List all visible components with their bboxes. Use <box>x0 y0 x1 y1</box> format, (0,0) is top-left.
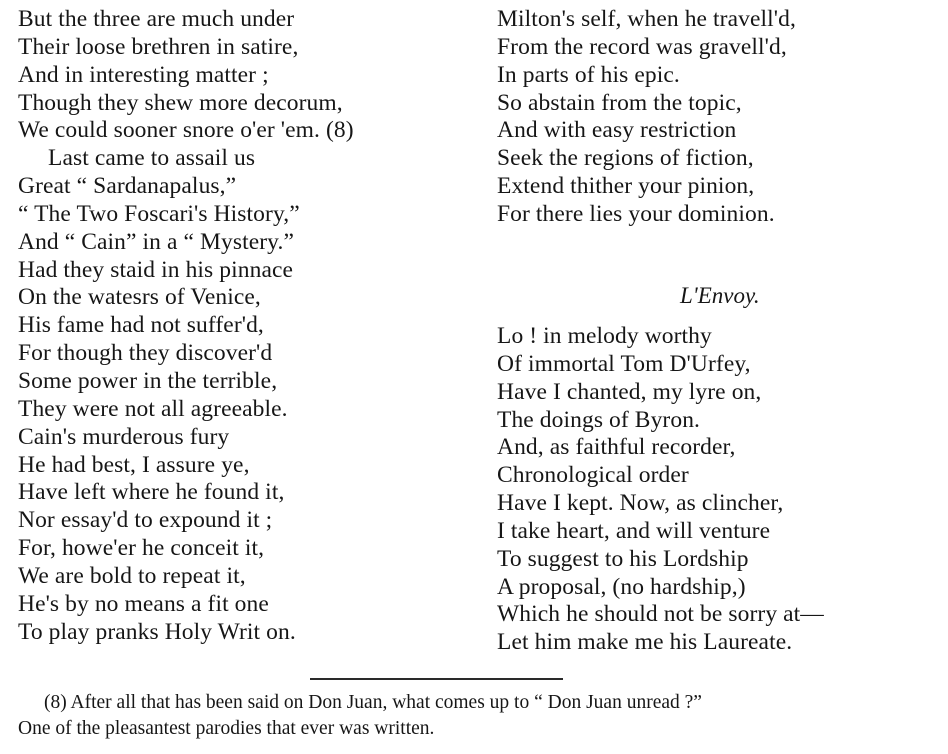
right-verse-column <box>497 6 796 229</box>
footnote-line: One of the pleasantest parodies that ever was written. <box>18 718 435 739</box>
verse-line: His fame had not suffer'd, <box>18 312 264 339</box>
verse-line: Seek the regions of fiction, <box>497 145 754 172</box>
verse-line: He's by no means a fit one <box>18 590 269 617</box>
verse-line: Had they staid in his pinnace <box>18 256 294 283</box>
verse-line: Nor essay'd to expound it ; <box>18 507 273 534</box>
left-verse-column <box>18 6 354 646</box>
verse-line: Milton's self, when he travell'd, <box>497 6 796 32</box>
envoy-verse-column <box>497 323 824 657</box>
verse-line: Though they shew more decorum, <box>18 89 343 116</box>
footnote <box>18 690 943 742</box>
verse-line: Let him make me his Laureate. <box>497 629 793 656</box>
verse-line: From the record was gravell'd, <box>497 33 787 60</box>
verse-line: To play pranks Holy Writ on. <box>18 618 296 645</box>
verse-line: We are bold to repeat it, <box>18 562 246 589</box>
verse-line: We could sooner snore o'er 'em. (8) <box>18 117 354 144</box>
verse-line: The doings of Byron. <box>497 406 701 433</box>
verse-line: “ The Two Foscari's History,” <box>18 200 300 227</box>
verse-line: I take heart, and will venture <box>497 517 771 544</box>
verse-line: Have I kept. Now, as clincher, <box>497 490 784 517</box>
verse-line: And in interesting matter ; <box>18 61 269 88</box>
verse-line: Have I chanted, my lyre on, <box>497 378 762 405</box>
verse-line: Of immortal Tom D'Urfey, <box>497 350 751 377</box>
verse-line: A proposal, (no hardship,) <box>497 573 746 600</box>
verse-line: For there lies your dominion. <box>497 200 775 227</box>
footnote-line: (8) After all that has been said on Don Juan, what comes up to “ Don Juan unread ?” <box>44 692 702 713</box>
verse-line: Some power in the terrible, <box>18 367 278 394</box>
verse-line: On the watesrs of Venice, <box>18 284 261 311</box>
verse-line: But the three are much under <box>18 6 295 32</box>
verse-line: For though they discover'd <box>18 340 273 367</box>
footnote-divider <box>310 678 563 680</box>
verse-line: They were not all agreeable. <box>18 395 288 422</box>
verse-line: Last came to assail us <box>48 145 256 172</box>
section-heading: L'Envoy. <box>680 283 760 308</box>
verse-line: So abstain from the topic, <box>497 89 742 116</box>
verse-line: Chronological order <box>497 462 689 489</box>
verse-line: Extend thither your pinion, <box>497 173 755 200</box>
verse-line: Lo ! in melody worthy <box>497 323 712 349</box>
verse-line: Have left where he found it, <box>18 479 285 506</box>
verse-line: Great “ Sardanapalus,” <box>18 173 237 200</box>
verse-line: In parts of his epic. <box>497 61 680 88</box>
verse-line: And with easy restriction <box>497 117 737 144</box>
verse-line: And, as faithful recorder, <box>497 434 736 461</box>
verse-line: Cain's murderous fury <box>18 423 230 450</box>
verse-line: He had best, I assure ye, <box>18 451 250 478</box>
verse-line: For, howe'er he conceit it, <box>18 535 265 562</box>
verse-line: Which he should not be sorry at— <box>497 601 824 628</box>
verse-line: Their loose brethren in satire, <box>18 33 299 60</box>
verse-line: And “ Cain” in a “ Mystery.” <box>18 228 295 255</box>
verse-line: To suggest to his Lordship <box>497 545 749 572</box>
